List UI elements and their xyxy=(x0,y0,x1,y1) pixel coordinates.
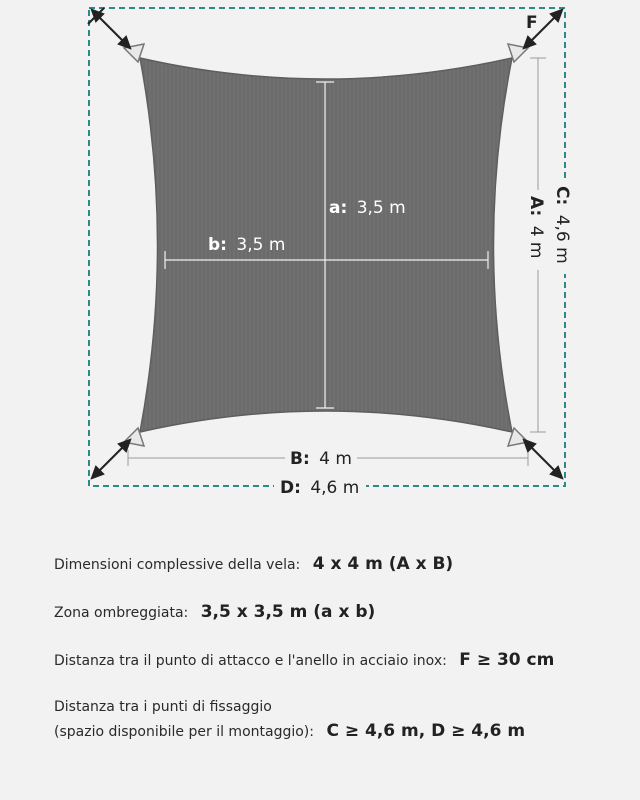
svg-text:a: 3,5 m xyxy=(329,198,406,218)
distance-arrow-bottom-right xyxy=(524,440,562,478)
label-a-key: a: xyxy=(329,198,348,218)
spec-ring-label: Distanza tra il punto di attacco e l'anello in acciaio inox: xyxy=(54,653,447,669)
svg-text:A: 4 m xyxy=(526,196,546,258)
label-D-value: 4,6 m xyxy=(310,478,360,498)
spec-shade-label: Zona ombreggiata: xyxy=(54,605,189,621)
spec-overall-label: Dimensioni complessive della vela: xyxy=(54,557,301,573)
spec-ring-value: F ≥ 30 cm xyxy=(459,650,555,670)
svg-text:b: 3,5 m xyxy=(208,235,285,255)
spec-shade-value: 3,5 x 3,5 m (a x b) xyxy=(200,602,376,622)
spec-fixing-label-line1: Distanza tra i punti di fissaggio xyxy=(54,699,272,715)
svg-text:D: 4,6 m xyxy=(280,478,359,498)
distance-arrow-bottom-left xyxy=(92,440,130,478)
label-B-key: B: xyxy=(290,449,310,469)
spec-shade-zone xyxy=(54,602,375,622)
label-C-key: C: xyxy=(552,186,572,206)
svg-text:C: 4,6 m xyxy=(552,186,572,264)
spec-fixing-value: C ≥ 4,6 m, D ≥ 4,6 m xyxy=(326,721,526,741)
label-C-value: 4,6 m xyxy=(552,214,572,264)
svg-text:B: 4 m xyxy=(290,449,352,469)
label-D-key: D: xyxy=(280,478,301,498)
shade-sail xyxy=(140,58,512,432)
label-a-value: 3,5 m xyxy=(356,198,406,218)
spec-overall-size xyxy=(54,554,453,574)
label-A-value: 4 m xyxy=(526,225,546,259)
spec-fixing-label-line2: (spazio disponibile per il montaggio): xyxy=(54,724,314,740)
label-A-key: A: xyxy=(526,196,546,217)
spec-ring-distance xyxy=(54,650,554,670)
label-b-value: 3,5 m xyxy=(236,235,286,255)
label-b-key: b: xyxy=(208,235,227,255)
label-F: F xyxy=(526,13,538,33)
spec-fixing-points xyxy=(54,699,525,741)
spec-overall-value: 4 x 4 m (A x B) xyxy=(312,554,454,574)
label-B-value: 4 m xyxy=(319,449,352,469)
distance-arrow-top-left xyxy=(88,8,130,48)
